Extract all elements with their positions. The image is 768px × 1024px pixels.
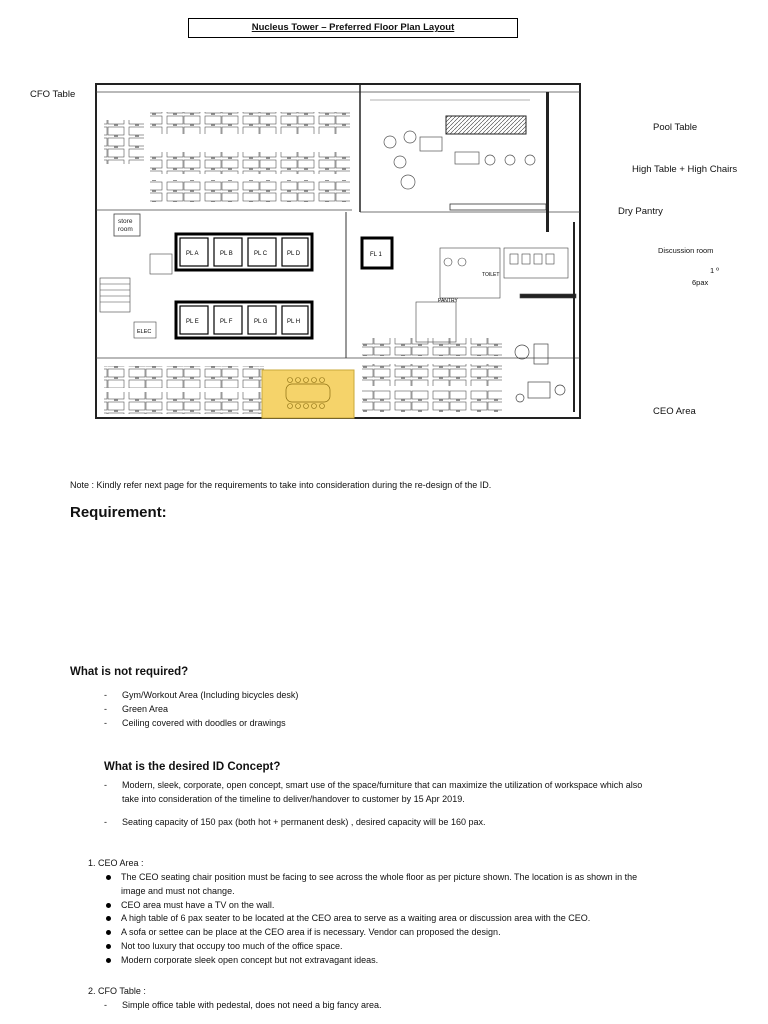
list-item: A high table of 6 pax seater to be located at the CEO area to serve as a waiting area or discussion area with the CEO. (104, 912, 744, 926)
not-required-heading: What is not required? (70, 666, 189, 678)
concept-item-1-line-1: Modern, sleek, corporate, open concept, smart use of the space/furniture that can maximize the utilization of workspace which also (122, 780, 643, 790)
lift-d-label: PL D (287, 251, 301, 257)
list-item: - Ceiling covered with doodles or drawings (104, 716, 298, 730)
list-item: - Simple office table with pedestal, does not need a big fancy area. (104, 998, 744, 1012)
lift-a-label: PL A (186, 251, 199, 257)
note-text: Note : Kindly refer next page for the requirements to take into consideration during the re-design of the ID. (70, 480, 492, 490)
dry-pantry-counter (450, 204, 546, 210)
discussion-pax-label: 6pax (692, 278, 709, 287)
dry-pantry-label: Dry Pantry (618, 206, 663, 217)
ceo-heading: 1. CEO Area : (88, 858, 144, 868)
lift-e-label: PL E (186, 319, 199, 325)
elec-label: ELEC (137, 329, 152, 335)
concept-item-1-line-2: take into consideration of the timeline to deliver/handover to customer by 15 Apr 2019. (122, 794, 465, 804)
pool-table (446, 116, 526, 134)
list-item (104, 871, 744, 899)
floor-plan (90, 82, 586, 422)
list-item: - Gym/Workout Area (Including bicycles desk) (104, 688, 298, 702)
store-room-label-2: room (118, 226, 133, 233)
workstations-top-left (104, 112, 350, 202)
discussion-count-label: 1 º (710, 266, 719, 275)
not-required-list (104, 688, 298, 730)
cfo-heading: 2. CFO Table : (88, 986, 146, 996)
list-item: - Green Area (104, 702, 298, 716)
list-item (104, 778, 744, 806)
lift-core (176, 234, 392, 338)
lift-g-label: PL G (254, 319, 268, 325)
lounge-area (370, 92, 549, 232)
ceo-bullets (104, 871, 744, 968)
concept-list-2 (104, 815, 744, 829)
cfo-table-label: CFO Table (30, 89, 76, 100)
requirement-heading: Requirement: (70, 504, 167, 521)
discussion-room-label: Discussion room (658, 246, 714, 255)
list-item: A sofa or settee can be place at the CEO area if is necessary. Vendor can proposed the design. (104, 926, 744, 940)
ceo-area-label: CEO Area (653, 406, 696, 417)
pantry-label: PANTRY (438, 298, 458, 304)
concept-heading: What is the desired ID Concept? (104, 761, 281, 773)
ceo-bullet-1-line-2: image and must not change. (121, 885, 235, 896)
lift-c-label: PL C (254, 251, 268, 257)
highlight-area (262, 370, 354, 418)
store-room-label: store (118, 218, 133, 225)
cfo-list (104, 998, 744, 1012)
ceo-area-plan (515, 344, 565, 402)
list-item: - Seating capacity of 150 pax (both hot + permanent desk) , desired capacity will be 160 pax. (104, 815, 744, 829)
lift-b-label: PL B (220, 251, 233, 257)
list-item: CEO area must have a TV on the wall. (104, 899, 744, 913)
meeting-room-highlight (262, 370, 354, 418)
list-item: Not too luxury that occupy too much of the office space. (104, 940, 744, 954)
lift-h-label: PL H (287, 319, 301, 325)
high-table-label: High Table + High Chairs (632, 164, 738, 175)
ceo-bullet-1-line-1: The CEO seating chair position must be facing to see across the whole floor as per picture shown. The location is as shown in the (121, 872, 638, 882)
lift-f-label: PL F (220, 319, 233, 325)
concept-list (104, 778, 744, 806)
list-item: Modern corporate sleek open concept but not extravagant ideas. (104, 954, 744, 968)
toilet-label: TOILET (482, 272, 500, 278)
fl1-label: FL 1 (370, 252, 382, 258)
page-title: Nucleus Tower – Preferred Floor Plan Layout (188, 18, 518, 38)
pool-table-label: Pool Table (653, 122, 698, 133)
